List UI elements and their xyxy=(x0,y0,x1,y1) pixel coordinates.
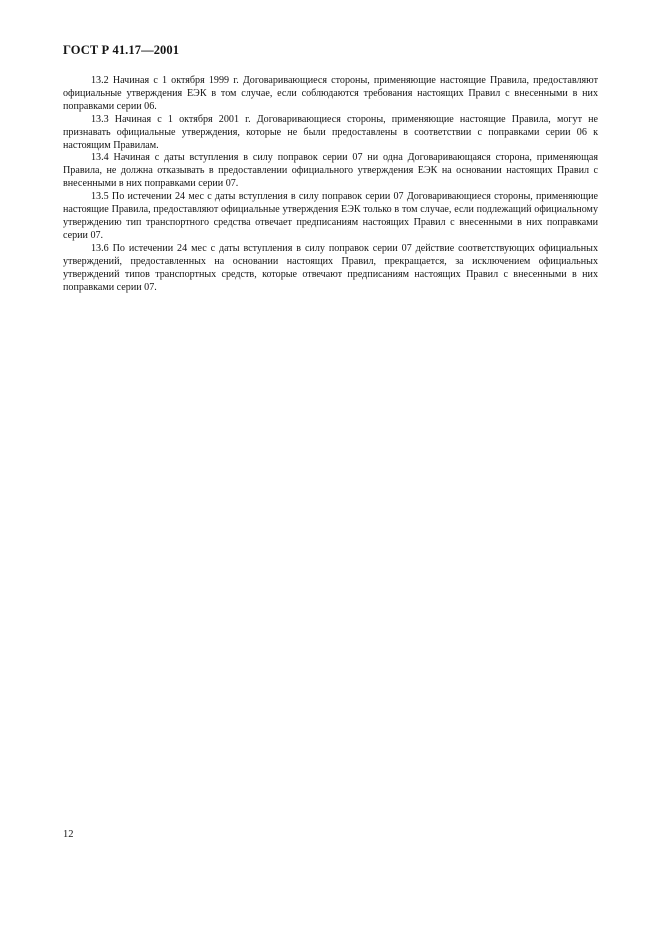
paragraph-13-4: 13.4 Начиная с даты вступления в силу поправок серии 07 ни одна Договаривающаяся сторона, применяющая Правила, не должна отказывать в предоставлении официального утверждения ЕЭК на основании настоящих Правил с внесенными в них поправками серии 07. xyxy=(63,152,598,190)
paragraph-13-5: 13.5 По истечении 24 мес с даты вступления в силу поправок серии 07 Договаривающиеся стороны, применяющие настоящие Правила, предоставляют официальные утверждения ЕЭК только в том случае, если подлежащий официальному утверждению тип транспортного средства отвечает предписаниям настоящих Правил с внесенными в них поправками серии 07. xyxy=(63,191,598,241)
paragraph-13-3: 13.3 Начиная с 1 октября 2001 г. Договаривающиеся стороны, применяющие настоящие Правила, могут не признавать официальные утверждения, которые не были предоставлены в соответствии с поправками серии 06 к настоящим Правилам. xyxy=(63,113,598,151)
document-body xyxy=(63,75,598,294)
page-number: 12 xyxy=(63,829,74,840)
paragraph-13-2: 13.2 Начиная с 1 октября 1999 г. Договаривающиеся стороны, применяющие настоящие Правила, предоставляют официальные утверждения ЕЭК в том случае, если соблюдаются требования настоящих Правил с внесенными в них поправками серии 06. xyxy=(63,75,598,112)
paragraph-13-6: 13.6 По истечении 24 мес с даты вступления в силу поправок серии 07 действие соответствующих официальных утверждений, предоставленных на основании настоящих Правил, прекращается, за исключением официальных утверждений типов транспортных средств, которые отвечают предписаниям настоящих Правил с внесенными в них поправками серии 07. xyxy=(63,242,598,293)
document-header-title: ГОСТ Р 41.17—2001 xyxy=(63,43,180,57)
